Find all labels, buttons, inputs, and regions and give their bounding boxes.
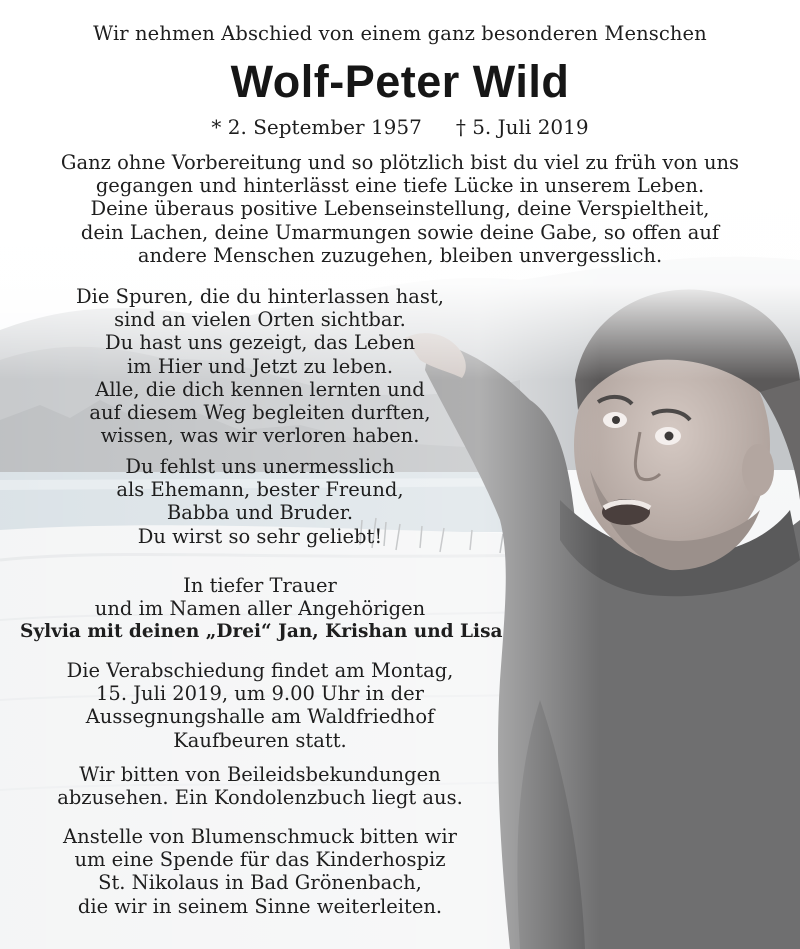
text-line: Du fehlst uns unermesslich [125, 455, 395, 478]
text-line: und im Namen aller Angehörigen [94, 597, 426, 621]
text-line: In tiefer Trauer [183, 574, 337, 597]
birth-date: * 2. September 1957 [211, 115, 422, 139]
poem-stanza [40, 285, 480, 447]
mourners-block [20, 574, 503, 644]
donation-note [40, 825, 480, 918]
text-line: abzusehen. Ein Kondolenzbuch liegt aus. [57, 786, 463, 810]
text-line: Du wirst so sehr geliebt! [137, 524, 383, 548]
text-line: Die Verabschiedung findet am Montag, [66, 659, 454, 682]
text-line: gegangen und hinterlässt eine tiefe Lücke in unserem Leben. [95, 174, 705, 198]
text-line: St. Nikolaus in Bad Grönenbach, [98, 871, 422, 895]
mourners-names: Sylvia mit deinen „Drei“ Jan, Krishan und Lisa [20, 621, 503, 643]
text-line: sind an vielen Orten sichtbar. [114, 308, 406, 332]
text-line: Wir bitten von Beileidsbekundungen [79, 763, 441, 786]
text-line: Anstelle von Blumenschmuck bitten wir [63, 825, 457, 848]
text-line: Alle, die dich kennen lernten und [95, 377, 425, 401]
tribute-paragraph [0, 151, 800, 267]
text-line: Kaufbeuren statt. [173, 728, 347, 752]
text-line: Ganz ohne Vorbereitung und so plötzlich bist du viel zu früh von uns [60, 151, 740, 174]
text-line: um eine Spende für das Kinderhospiz [74, 848, 446, 872]
text-line: 15. Juli 2019, um 9.00 Uhr in der [96, 682, 424, 706]
text-line: als Ehemann, bester Freund, [116, 478, 404, 502]
text-line: Deine überaus positive Lebenseinstellung, deine Verspieltheit, [90, 197, 710, 221]
text-line: im Hier und Jetzt zu leben. [126, 354, 394, 378]
death-date: † 5. Juli 2019 [455, 115, 589, 139]
text-line: auf diesem Weg begleiten durften, [89, 401, 431, 425]
condolence-note [40, 763, 480, 809]
life-dates [0, 115, 800, 139]
intro-line: Wir nehmen Abschied von einem ganz besonderen Menschen [93, 22, 707, 45]
text-line: die wir in seinem Sinne weiterleiten. [77, 894, 443, 918]
deceased-name: Wolf-Peter Wild [230, 56, 570, 107]
farewell-info [40, 659, 480, 752]
text-line: wissen, was wir verloren haben. [100, 424, 420, 448]
missing-stanza [40, 455, 480, 548]
text-line: Aussegnungshalle am Waldfriedhof [85, 705, 435, 729]
text-line: andere Menschen zuzugehen, bleiben unvergesslich. [137, 243, 663, 267]
text-line: dein Lachen, deine Umarmungen sowie deine Gabe, so offen auf [80, 220, 720, 244]
text-line: Du hast uns gezeigt, das Leben [104, 331, 416, 355]
text-line: Die Spuren, die du hinterlassen hast, [76, 285, 444, 308]
text-line: Babba und Bruder. [166, 501, 354, 525]
